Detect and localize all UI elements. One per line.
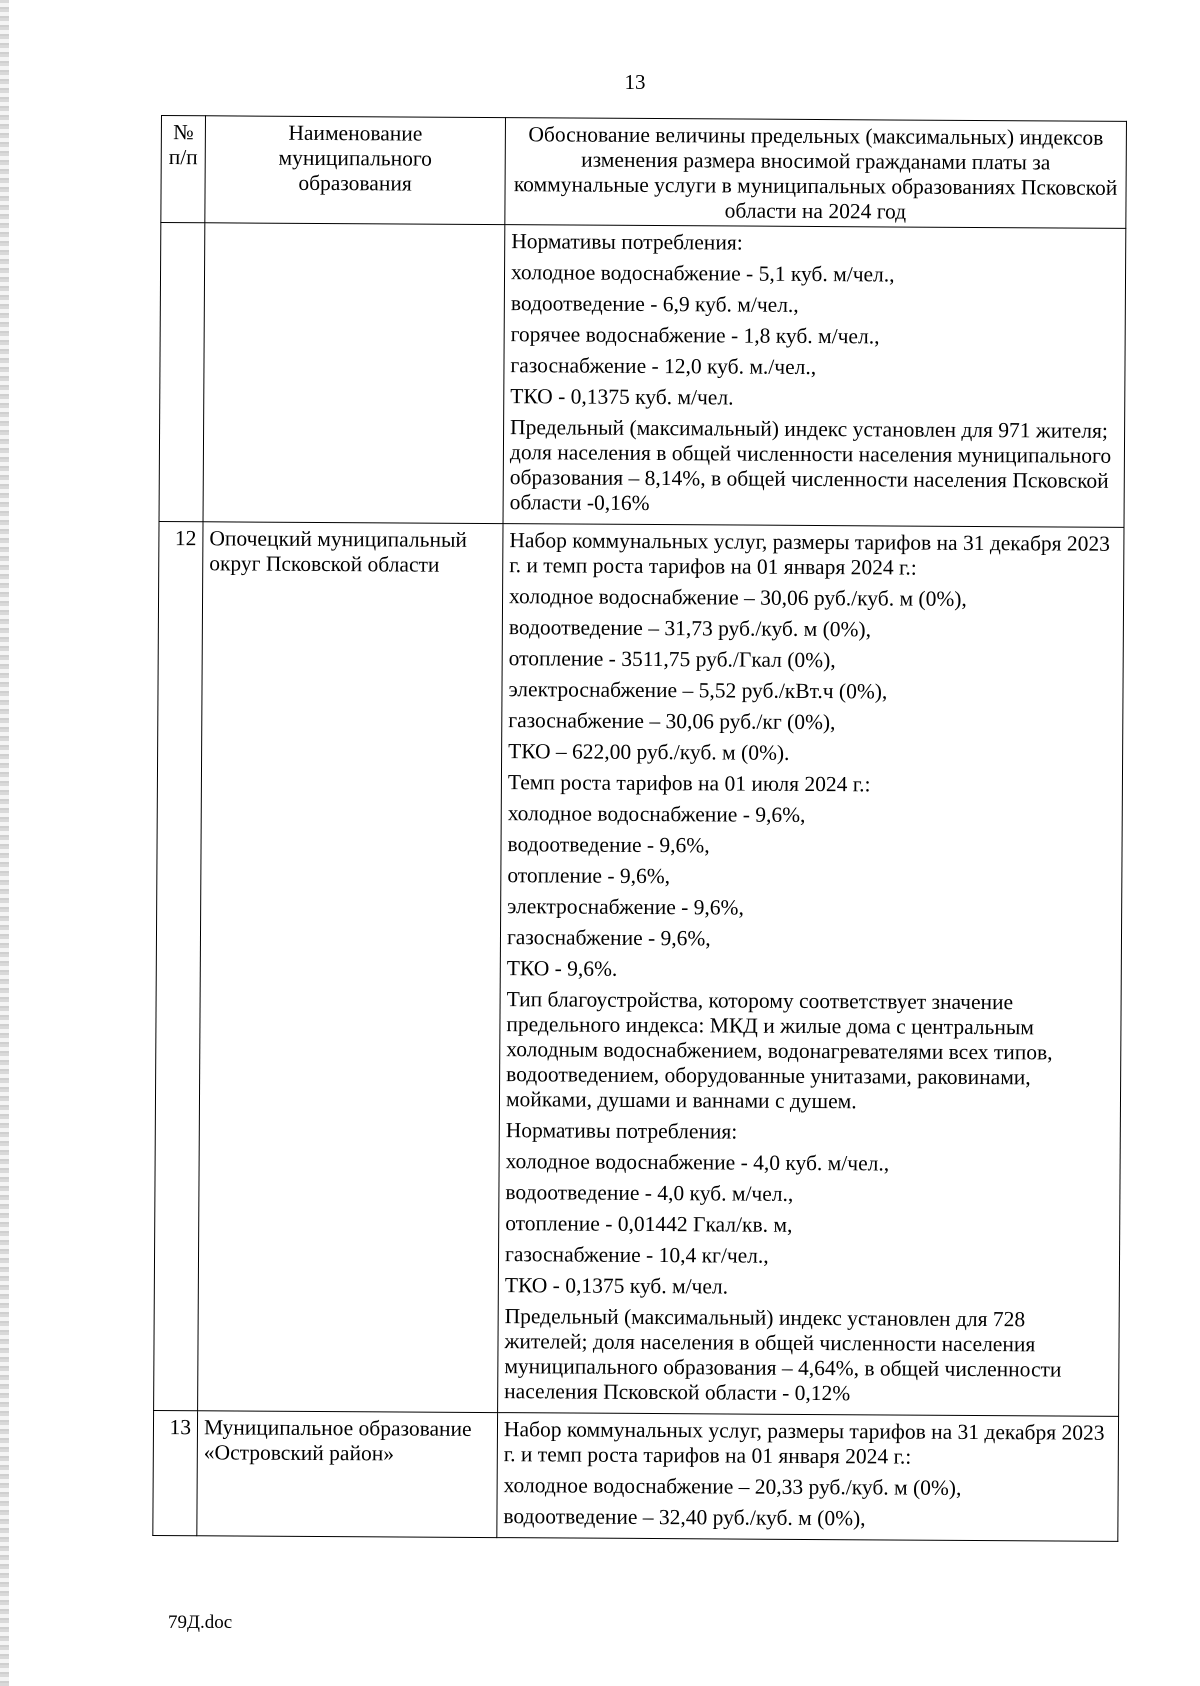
basis-line: ТКО - 0,1375 куб. м/чел. <box>510 384 734 410</box>
basis-line: Набор коммунальных услуг, размеры тарифов на 31 декабря 2023 г. и темп роста тарифов на 01 января 2024 г.: <box>503 1417 1105 1469</box>
municipality-name: Опочецкий муниципальный округ Псковской области <box>198 522 503 1413</box>
basis-line: газоснабжение – 30,06 руб./кг (0%), <box>508 708 836 735</box>
row-number <box>159 223 205 522</box>
basis-line: холодное водоснабжение – 20,33 руб./куб. м (0%), <box>503 1473 962 1500</box>
tariff-table <box>152 115 1127 1542</box>
row-number: 13 <box>153 1410 198 1535</box>
basis-line: водоотведение - 4,0 куб. м/чел., <box>505 1180 794 1206</box>
basis-line: газоснабжение - 12,0 куб. м./чел., <box>510 353 817 380</box>
basis-line: Темп роста тарифов на 01 июля 2024 г.: <box>507 770 871 797</box>
table-body <box>153 223 1126 1542</box>
basis-line: газоснабжение - 10,4 кг/чел., <box>504 1242 769 1268</box>
basis-line: ТКО - 9,6%. <box>506 956 618 981</box>
basis-line: водоотведение – 31,73 руб./куб. м (0%), <box>508 615 872 642</box>
basis-line: Нормативы потребления: <box>511 229 743 255</box>
basis-line: водоотведение – 32,40 руб./куб. м (0%), <box>503 1504 866 1531</box>
basis-line: холодное водоснабжение - 5,1 куб. м/чел., <box>510 260 895 287</box>
header-basis: Обоснование величины предельных (максимальных) индексов изменения размера вносимой гражданами платы за коммунальные услуги в муниципальных образованиях Псковской области на 2024 год <box>505 118 1127 229</box>
basis-line: холодное водоснабжение – 30,06 руб./куб. м (0%), <box>508 584 967 611</box>
page-number: 13 <box>624 70 646 94</box>
basis-line: ТКО – 622,00 руб./куб. м (0%). <box>508 739 790 765</box>
basis-line: холодное водоснабжение - 9,6%, <box>507 801 806 827</box>
header-municipality: Наименование муниципального образования <box>205 116 506 225</box>
basis-line: водоотведение - 9,6%, <box>507 832 710 858</box>
basis-line: отопление - 0,01442 Гкал/кв. м, <box>505 1211 793 1237</box>
row-number: 12 <box>154 521 203 1410</box>
basis-line: Предельный (максимальный) индекс установлен для 728 жителей; доля населения в общей численности населения муниципального образования – 4,64%, в общей численности населения Псковской области - 0,12% <box>504 1304 1062 1406</box>
table-row <box>159 223 1126 528</box>
file-name: 79Д.doc <box>168 1612 233 1633</box>
basis-line: водоотведение - 6,9 куб. м/чел., <box>510 291 799 317</box>
table-header-row <box>161 116 1127 229</box>
basis-line: электроснабжение - 9,6%, <box>507 894 744 920</box>
municipality-name: Муниципальное образование «Островский район» <box>197 1411 498 1538</box>
scan-edge <box>0 0 9 1686</box>
header-number: № п/п <box>161 116 206 223</box>
basis-line: отопление - 9,6%, <box>507 863 671 889</box>
basis-cell <box>503 225 1126 528</box>
basis-line: отопление - 3511,75 руб./Гкал (0%), <box>508 646 836 673</box>
municipality-name <box>203 223 505 524</box>
basis-cell <box>498 524 1124 1417</box>
basis-cell <box>497 1413 1119 1542</box>
basis-line: ТКО - 0,1375 куб. м/чел. <box>504 1273 729 1299</box>
basis-line: Нормативы потребления: <box>505 1118 738 1144</box>
basis-line: горячее водоснабжение - 1,8 куб. м/чел., <box>510 322 880 349</box>
basis-line: холодное водоснабжение - 4,0 куб. м/чел., <box>505 1149 890 1176</box>
basis-line: газоснабжение - 9,6%, <box>506 925 711 951</box>
basis-line: Предельный (максимальный) индекс установлен для 971 жителя; доля населения в общей численности населения муниципального образования – 8,14%, в общей численности населения Псковской области -0,16% <box>509 415 1112 515</box>
table-row <box>154 521 1124 1416</box>
basis-line: Тип благоустройства, которому соответствует значение предельного индекса: МКД и жилые дома с центральным холодным водоснабжением, водонагревателями всех типов, водоотведением, оборудованные унитазами, раковинами, мойками, душами и ваннами с душем. <box>505 987 1053 1114</box>
basis-line: Набор коммунальных услуг, размеры тарифов на 31 декабря 2023 г. и темп роста тарифов на 01 января 2024 г.: <box>509 528 1111 580</box>
basis-line: электроснабжение – 5,52 руб./кВт.ч (0%), <box>508 677 888 704</box>
table-row <box>153 1410 1119 1541</box>
